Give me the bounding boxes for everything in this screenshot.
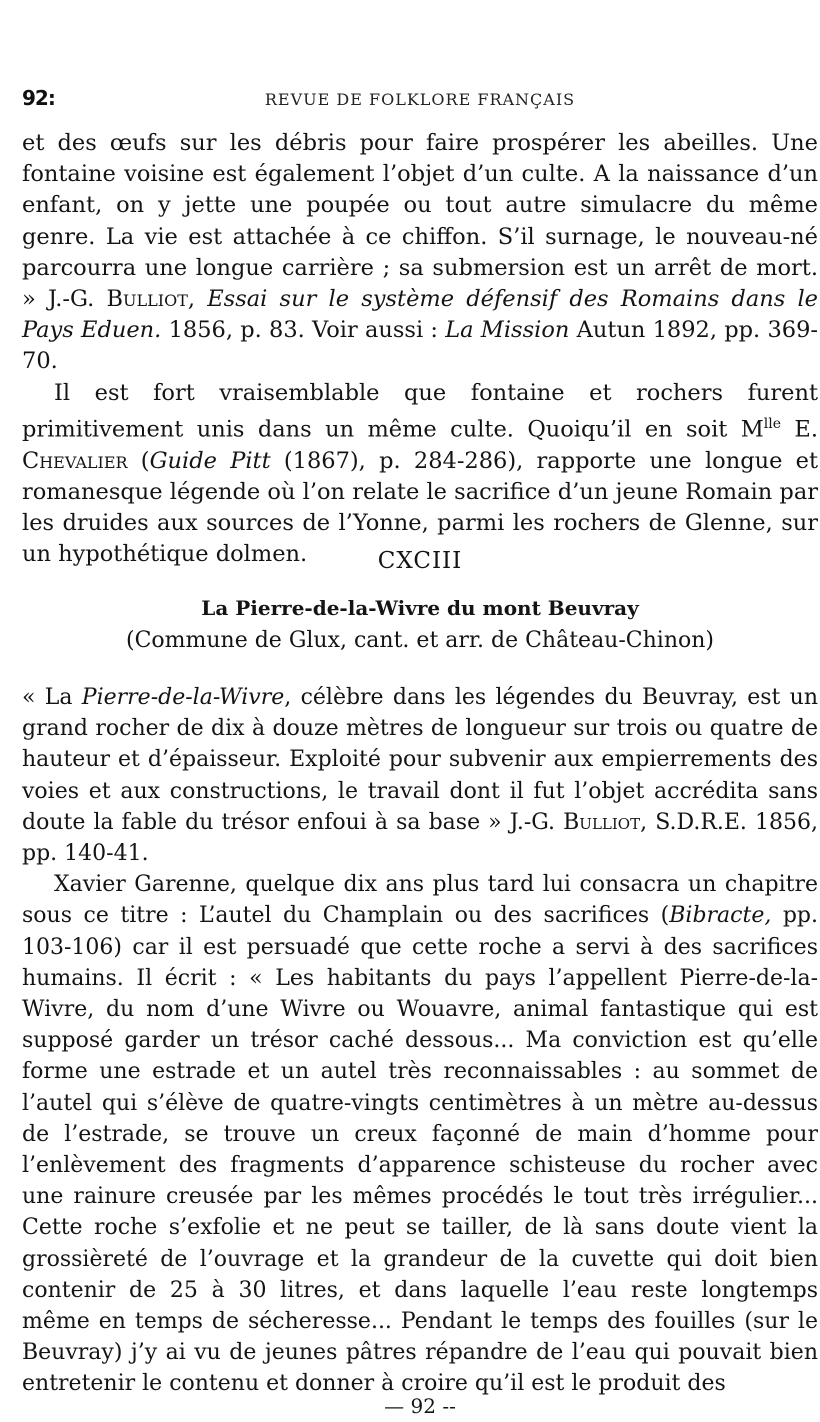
paragraph-1-text: et des œufs sur les débris pour faire prospérer les abeilles. Une fontaine voisine est également l’objet d’un culte. A la naissance d’un enfant, on y jette une poupée ou tout autre simulacre du même genre. La vie est attachée à ce chiffon. S’il surnage, le nouveau-né parcourra une longue carrière ; sa submersion est un arrêt de mort. »: [22, 130, 818, 313]
paragraph-2-text-c: (: [127, 447, 150, 474]
paragraph-2-text-d: (1867), p. 284-286), rapporte une longue et romanesque légende où l’on relate le sacrifice d’un jeune Romain par les druides aux sources de l’Yonne, parmi les rochers de Glenne, sur un hypothétique dolmen.: [22, 447, 819, 568]
stone-name: Pierre-de-la-Wivre: [81, 685, 285, 710]
section-subtitle: (Commune de Glux, cant. et arr. de Château-Chinon): [125, 628, 714, 653]
page-mark: 92:: [22, 86, 55, 110]
author-chevalier: Chevalier: [22, 447, 128, 474]
paragraph-3-rest: , S.D.R.E. 1856, pp. 140-41.: [22, 809, 818, 867]
paragraph-2-text-a: Il est fort vraisemblable que fontaine et rochers furent primitivement unis dans un même culte. Quoiqu’il en soit M: [22, 379, 818, 443]
title-superscript: lle: [763, 415, 782, 432]
citation-sep: ,: [187, 286, 208, 313]
body-text-upper: [22, 128, 818, 570]
paragraph-4: [22, 869, 818, 1399]
paragraph-3-open: « La: [22, 685, 82, 710]
paragraph-2: [22, 378, 818, 571]
paragraph-4-text-b: pp. 103-106) car il est persuadé que cette roche a servi à des sacrifices humains. Il écrit : « Les habitants du pays l’appellent Pierre-de-la-Wivre, du nom d’une Wivre ou Wouavre, animal fantastique qui est supposé garder un trésor caché dessous... Ma conviction est qu’elle forme une estrade et un autel très reconnaissables : au sommet de l’autel qui s’élève de quatre-vingts centimètres à un mètre au-dessus de l’estrade, se trouve un creux façonné de main d’homme pour l’enlèvement des fragments d’apparence schisteuse du rocher avec une rainure creusée par les mêmes procédés le tout très irrégulier... Cette roche s’exfolie et ne peut se tailler, de là sans doute vient la grossièreté de l’ouvrage et la grandeur de la cuvette qui doit bien contenir de 25 à 30 litres, et dans laquelle l’eau reste longtemps même en temps de sécheresse... Pendant le temps des fouilles (sur le Beuvray) j’y ai vu de jeunes pâtres répandre de l’eau qui pouvait bien entretenir le contenu et donner à croire qu’il est le produit des: [22, 903, 818, 1397]
section-title: La Pierre-de-la-Wivre du mont Beuvray: [201, 596, 639, 620]
citation-initial: J.-G.: [47, 286, 107, 313]
running-title: REVUE DE FOLKLORE FRANÇAIS: [264, 90, 576, 109]
author-bulliot: Bulliot: [563, 809, 641, 835]
citation-rest: 1856, p. 83. Voir aussi :: [161, 317, 446, 344]
document-page: [22, 0, 818, 1422]
section-number: CXCIII: [377, 548, 463, 574]
paragraph-1: [22, 128, 818, 378]
paragraph-2-text-b: E.: [781, 416, 818, 443]
citation-rest-2: Autun 1892, pp. 369-70.: [22, 317, 818, 375]
paragraph-3: [22, 682, 818, 869]
paragraph-4-text-a: Xavier Garenne, quelque dix ans plus tard lui consacra un chapitre sous ce titre : L’autel du Champlain ou des sacrifices (: [22, 872, 818, 929]
guide-title: Guide Pitt: [149, 447, 271, 474]
citation-title-2: La Mission: [445, 317, 570, 344]
page-header: [22, 86, 818, 112]
bibracte-title: Bibracte,: [669, 903, 772, 929]
body-text-lower: [22, 682, 818, 1400]
page-number: — 92 --: [384, 1394, 456, 1418]
paragraph-3-text: , célèbre dans les légendes du Beuvray, est un grand rocher de dix à douze mètres de longueur sur trois ou quatre de hauteur et d’épaisseur. Exploité pour subvenir aux empierrements des voies et aux constructions, le travail dont il fut l’objet accrédita sans doute la fable du trésor enfoui à sa base » J.-G.: [22, 685, 819, 835]
citation-title: Essai sur le système défensif des Romains dans le Pays Eduen.: [22, 286, 818, 344]
citation-author: Bulliot: [106, 286, 188, 313]
